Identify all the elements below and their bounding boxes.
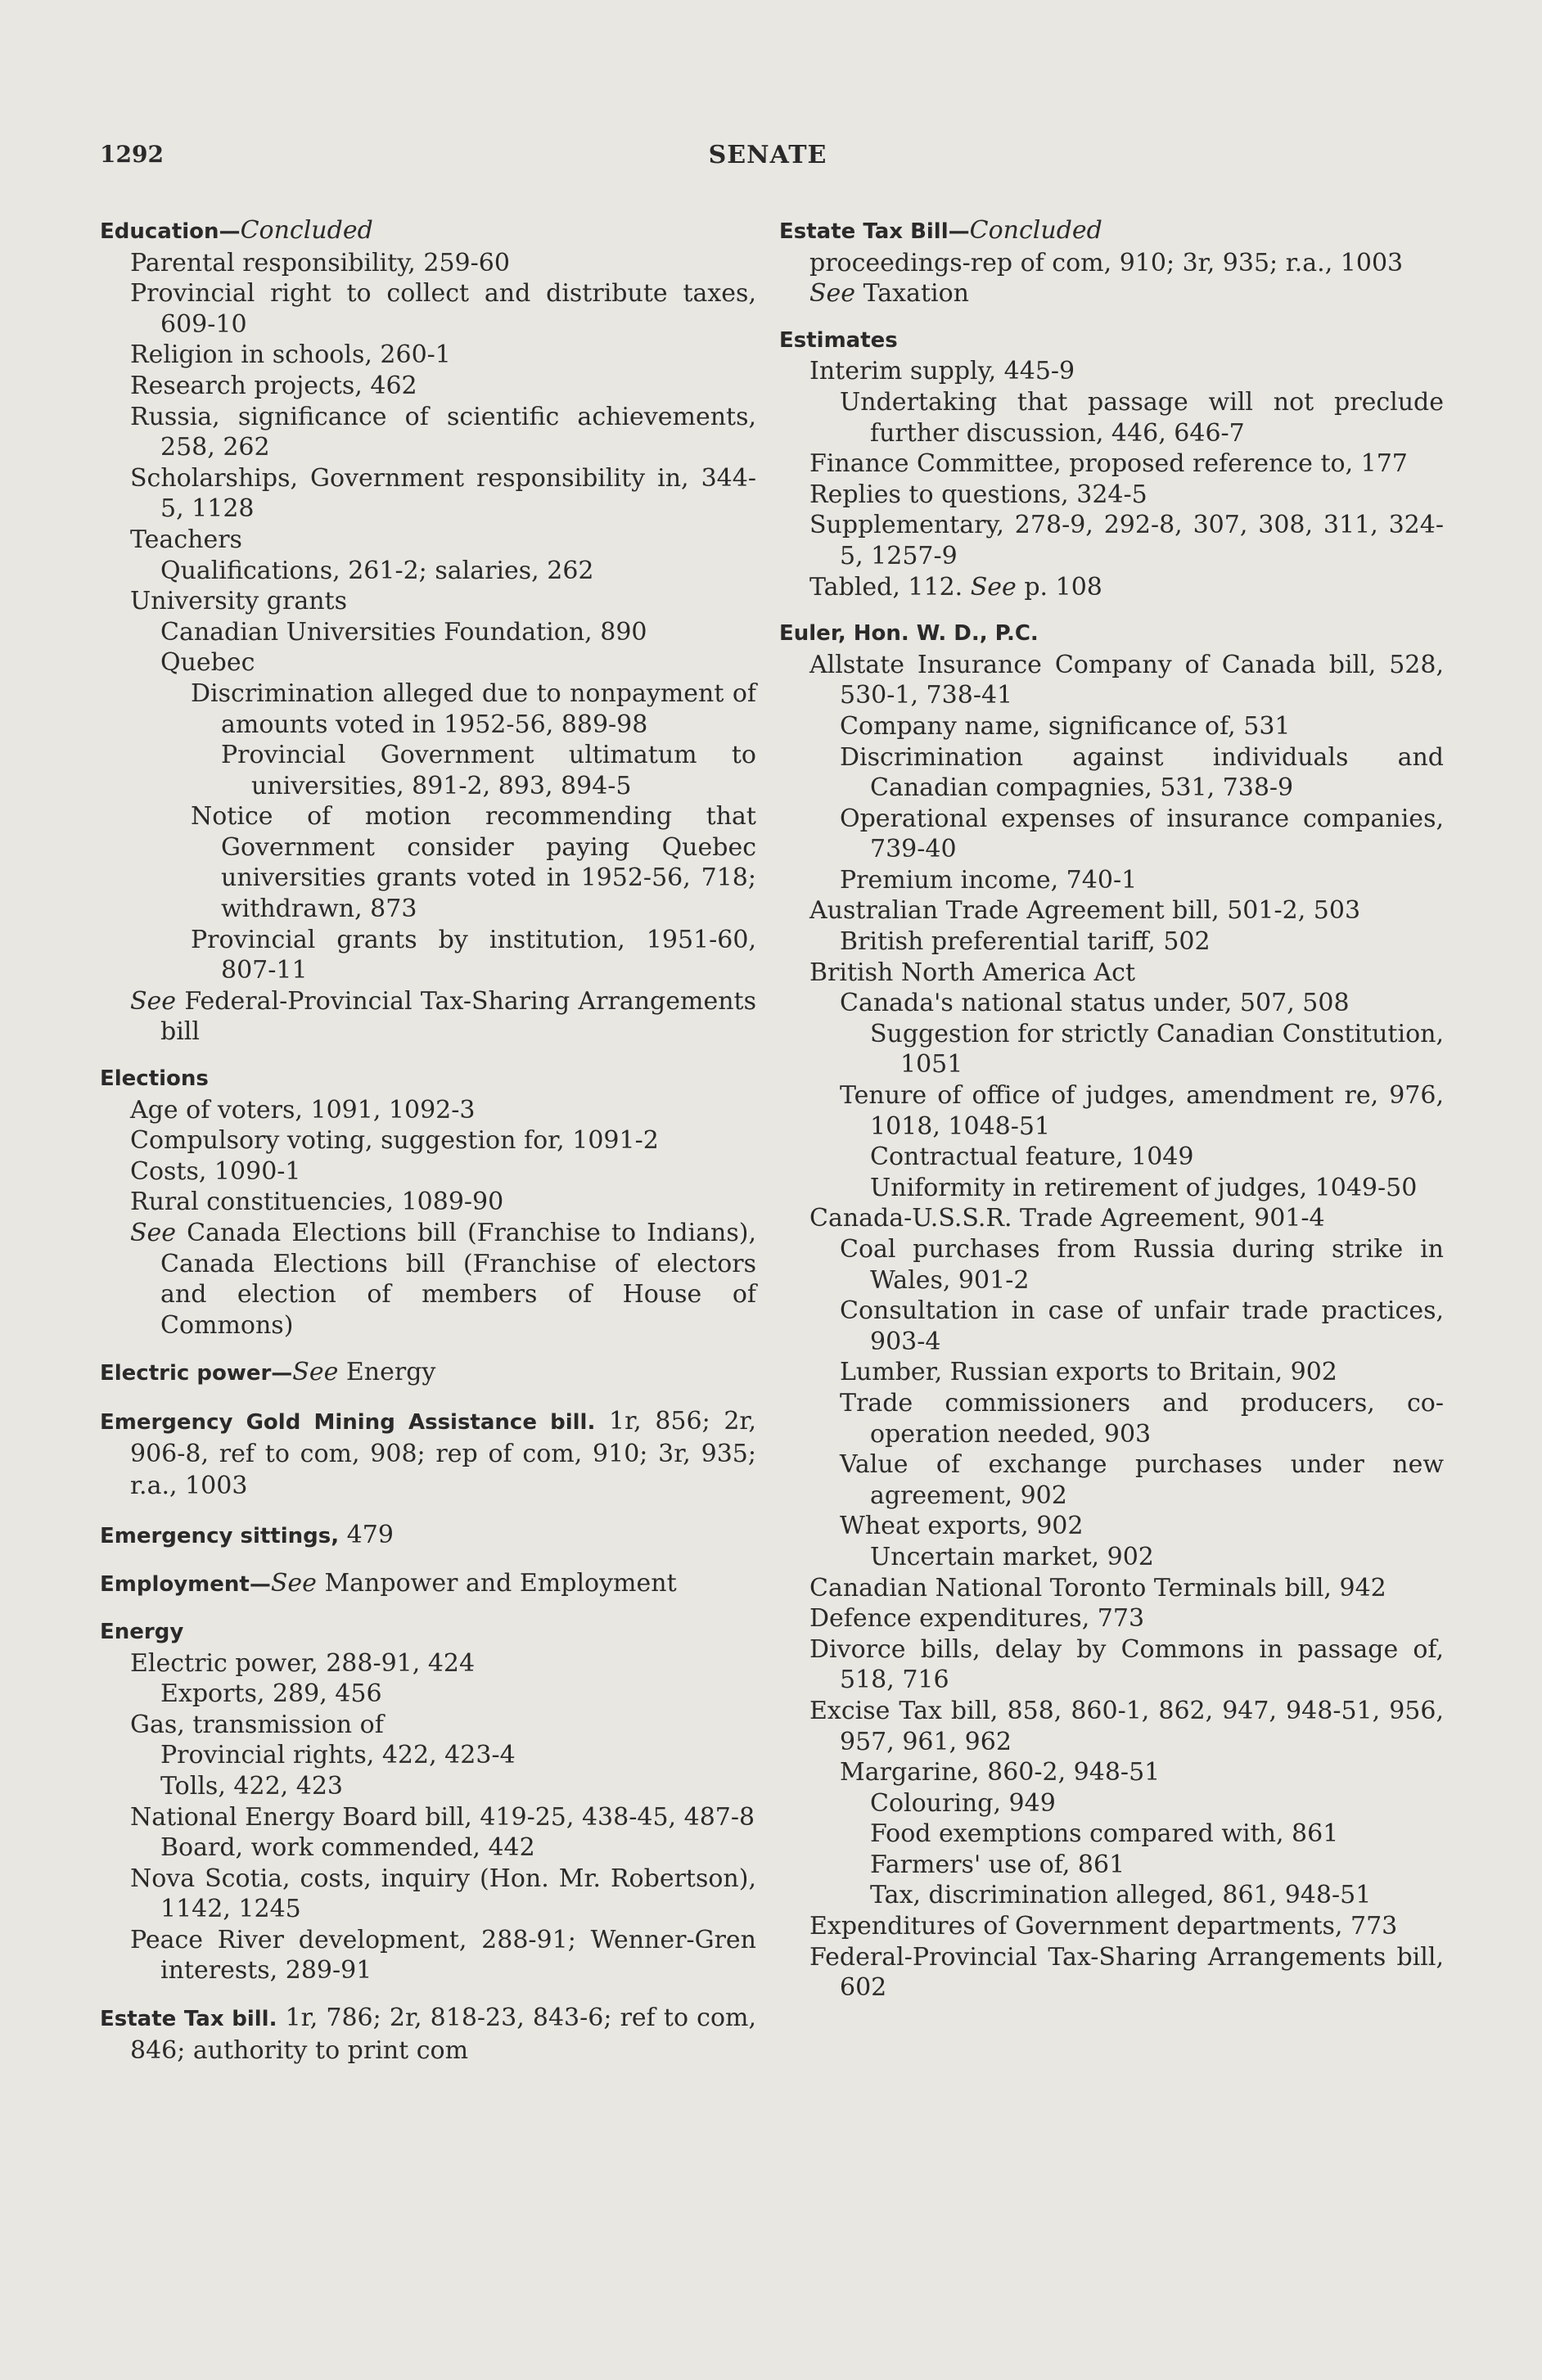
index-heading bbox=[100, 1064, 756, 1095]
subentry-text: Rural constituencies, 1089-90 bbox=[130, 1188, 504, 1217]
subentry-text: Russia, significance of scientific achievements, 258, 262 bbox=[130, 402, 756, 462]
subentry-text: National Energy Board bill, 419-25, 438-45, 487-8 bbox=[130, 1802, 755, 1832]
subentry-text: Compulsory voting, suggestion for, 1091-2 bbox=[130, 1126, 659, 1156]
index-column-right bbox=[779, 215, 1444, 2004]
index-subentry bbox=[100, 1125, 756, 1156]
subentry-text: Coal purchases from Russia during strike in Wales, 901-2 bbox=[840, 1235, 1444, 1295]
index-subentry bbox=[779, 1449, 1444, 1511]
subentry-text: Gas, transmission of bbox=[130, 1710, 384, 1739]
index-subentry bbox=[100, 678, 756, 740]
subentry-text: Taxation bbox=[855, 279, 970, 309]
subentry-text: Costs, 1090-1 bbox=[130, 1156, 301, 1186]
index-subentry bbox=[100, 1710, 756, 1741]
subentry-text: Tax, discrimination alleged, 861, 948-51 bbox=[870, 1881, 1372, 1910]
index-subentry bbox=[779, 1942, 1444, 2004]
index-subentry bbox=[779, 650, 1444, 711]
see-reference-marker: See bbox=[130, 1219, 177, 1247]
page-number: 1292 bbox=[100, 141, 164, 168]
index-subentry bbox=[100, 463, 756, 525]
index-subentry bbox=[779, 1757, 1444, 1788]
index-subentry bbox=[779, 895, 1444, 926]
index-subentry bbox=[779, 958, 1444, 989]
index-subentry bbox=[100, 1187, 756, 1218]
index-subentry bbox=[100, 556, 756, 587]
subentry-text: Canada-U.S.S.R. Trade Agreement, 901-4 bbox=[809, 1204, 1325, 1233]
subentry-text: Margarine, 860-2, 948-51 bbox=[840, 1758, 1161, 1787]
index-subentry bbox=[100, 402, 756, 463]
index-subentry bbox=[100, 1156, 756, 1188]
heading-text: Electric power— bbox=[100, 1361, 293, 1386]
subentry-text: Food exemptions compared with, 861 bbox=[870, 1819, 1339, 1849]
subentry-text: Expenditures of Government departments, 773 bbox=[809, 1912, 1398, 1941]
subentry-text: Company name, significance of, 531 bbox=[840, 711, 1291, 741]
index-subentry bbox=[779, 1603, 1444, 1634]
index-heading bbox=[100, 1357, 756, 1390]
index-subentry bbox=[779, 711, 1444, 742]
heading-text: Emergency sittings, bbox=[100, 1523, 340, 1548]
index-subentry bbox=[100, 740, 756, 801]
heading-text: Emergency Gold Mining Assistance bill. bbox=[100, 1409, 596, 1435]
subentry-text: Federal-Provincial Tax-Sharing Arrangements bill, 602 bbox=[809, 1942, 1444, 2003]
heading-references: 479 bbox=[339, 1520, 394, 1549]
index-subentry bbox=[779, 988, 1444, 1019]
index-subentry bbox=[779, 1173, 1444, 1204]
index-subentry bbox=[100, 925, 756, 986]
subentry-text: Peace River development, 288-91; Wenner-Gren interests, 289-91 bbox=[130, 1925, 756, 1986]
index-subentry bbox=[779, 1080, 1444, 1142]
index-subentry bbox=[100, 617, 756, 648]
index-subentry bbox=[100, 801, 756, 924]
heading-text: Education— bbox=[100, 219, 241, 244]
index-subentry bbox=[779, 804, 1444, 865]
index-subentry bbox=[779, 572, 1444, 603]
heading-references: 1r, 786; 2r, 818-23, 843-6; ref to com, 846; authority to print com bbox=[130, 2004, 756, 2065]
subentry-text: Operational expenses of insurance companies, 739-40 bbox=[840, 804, 1444, 864]
subentry-text: Divorce bills, delay by Commons in passage of, 518, 716 bbox=[809, 1634, 1444, 1695]
heading-text: Estate Tax Bill— bbox=[779, 219, 970, 244]
subentry-text: Tolls, 422, 423 bbox=[160, 1771, 343, 1801]
subentry-text: Farmers' use of, 861 bbox=[870, 1850, 1125, 1879]
index-subentry bbox=[779, 1911, 1444, 1942]
index-subentry bbox=[100, 586, 756, 617]
see-reference-marker: See bbox=[970, 572, 1017, 602]
index-subentry bbox=[100, 986, 756, 1048]
index-subentry bbox=[100, 340, 756, 371]
index-subentry bbox=[779, 1880, 1444, 1911]
index-subentry bbox=[779, 248, 1444, 279]
subentry-text: Provincial grants by institution, 1951-60, 807-11 bbox=[191, 925, 756, 985]
subentry-text: Tenure of office of judges, amendment re, 976, 1018, 1048-51 bbox=[840, 1081, 1444, 1141]
subentry-text: Replies to questions, 324-5 bbox=[809, 480, 1147, 509]
subentry-text: Premium income, 740-1 bbox=[840, 865, 1138, 895]
index-subentry bbox=[779, 1234, 1444, 1296]
index-subentry bbox=[779, 1357, 1444, 1388]
index-subentry bbox=[100, 1771, 756, 1802]
heading-qualifier: Concluded bbox=[240, 216, 373, 245]
index-subentry bbox=[100, 1095, 756, 1126]
index-subentry bbox=[779, 865, 1444, 896]
index-subentry bbox=[779, 1203, 1444, 1234]
subentry-text: Supplementary, 278-9, 292-8, 307, 308, 311, 324-5, 1257-9 bbox=[809, 511, 1444, 570]
subentry-text: Undertaking that passage will not preclude further discussion, 446, 646-7 bbox=[840, 387, 1444, 448]
index-subentry bbox=[100, 278, 756, 340]
subentry-text: Trade commissioners and producers, co-operation needed, 903 bbox=[840, 1388, 1444, 1449]
subentry-text: Uniformity in retirement of judges, 1049-50 bbox=[870, 1173, 1418, 1202]
index-column-left bbox=[100, 215, 756, 2067]
page-header bbox=[97, 141, 1439, 182]
heading-text: Euler, Hon. W. D., P.C. bbox=[779, 621, 1039, 647]
index-subentry bbox=[779, 1019, 1444, 1080]
index-heading bbox=[100, 1568, 756, 1601]
subentry-text: Discrimination alleged due to nonpayment of amounts voted in 1952-56, 889-98 bbox=[191, 678, 756, 739]
index-subentry bbox=[779, 278, 1444, 309]
index-subentry bbox=[100, 647, 756, 678]
heading-text: Estate Tax bill. bbox=[100, 2007, 277, 2032]
subentry-text: British preferential tariff, 502 bbox=[840, 927, 1211, 957]
index-subentry bbox=[779, 1142, 1444, 1173]
index-heading bbox=[100, 1520, 756, 1553]
subentry-text: Australian Trade Agreement bill, 501-2, 503 bbox=[809, 896, 1361, 926]
index-subentry bbox=[779, 449, 1444, 480]
subentry-text: Defence expenditures, 773 bbox=[809, 1604, 1145, 1634]
subentry-text: British North America Act bbox=[809, 958, 1135, 987]
subentry-text: proceedings-rep of com, 910; 3r, 935; r.a., 1003 bbox=[809, 248, 1404, 277]
heading-text: Elections bbox=[100, 1066, 209, 1092]
subentry-text: Scholarships, Government responsibility in, 344-5, 1128 bbox=[130, 463, 756, 524]
subentry-text: Suggestion for strictly Canadian Constitution, 1051 bbox=[870, 1019, 1444, 1080]
heading-text: Employment— bbox=[100, 1572, 271, 1598]
subentry-text: Tabled, 112. bbox=[809, 572, 971, 602]
subentry-text: Notice of motion recommending that Government consider paying Quebec universities grants voted in 1952-56, 718; withdrawn, 873 bbox=[191, 802, 756, 924]
heading-references: 1r, 856; 2r, 906-8, ref to com, 908; rep of com, 910; 3r, 935; r.a., 1003 bbox=[130, 1406, 757, 1501]
subentry-text: Canada Elections bill (Franchise to Indians), Canada Elections bill (Franchise of electors and election of members of House of Commons) bbox=[160, 1219, 756, 1340]
running-title: SENATE bbox=[708, 141, 827, 169]
index-subentry bbox=[100, 1648, 756, 1679]
index-subentry bbox=[779, 1573, 1444, 1604]
heading-text: Energy bbox=[100, 1619, 184, 1644]
index-subentry bbox=[779, 1388, 1444, 1449]
index-subentry bbox=[779, 1850, 1444, 1881]
index-subentry bbox=[779, 1296, 1444, 1357]
index-subentry bbox=[779, 510, 1444, 571]
subentry-text: Canadian Universities Foundation, 890 bbox=[160, 617, 647, 647]
subentry-text: University grants bbox=[130, 587, 347, 616]
heading-qualifier: See bbox=[270, 1569, 317, 1598]
index-subentry bbox=[100, 1832, 756, 1864]
index-heading bbox=[779, 215, 1444, 248]
heading-references: Manpower and Employment bbox=[316, 1569, 677, 1598]
index-subentry bbox=[779, 356, 1444, 387]
subentry-text: Provincial right to collect and distribute taxes, 609-10 bbox=[130, 279, 756, 339]
index-heading bbox=[100, 1617, 756, 1648]
index-subentry bbox=[779, 1634, 1444, 1696]
subentry-text: Provincial Government ultimatum to universities, 891-2, 893, 894-5 bbox=[221, 741, 756, 800]
subentry-text: Canada's national status under, 507, 508 bbox=[840, 989, 1350, 1018]
index-subentry bbox=[100, 1802, 756, 1833]
subentry-text: Qualifications, 261-2; salaries, 262 bbox=[160, 556, 594, 585]
subentry-text: Finance Committee, proposed reference to, 177 bbox=[809, 449, 1408, 479]
subentry-text: p. 108 bbox=[1016, 572, 1102, 602]
subentry-text: Electric power, 288-91, 424 bbox=[130, 1648, 476, 1678]
subentry-text: Canadian National Toronto Terminals bill, 942 bbox=[809, 1573, 1386, 1602]
index-subentry bbox=[100, 1218, 756, 1341]
subentry-text: Quebec bbox=[160, 648, 255, 678]
subentry-text: Exports, 289, 456 bbox=[160, 1679, 382, 1709]
index-heading bbox=[100, 215, 756, 248]
index-subentry bbox=[100, 1925, 756, 1986]
index-subentry bbox=[779, 742, 1444, 804]
subentry-text: Consultation in case of unfair trade practices, 903-4 bbox=[840, 1296, 1444, 1356]
subentry-text: Provincial rights, 422, 423-4 bbox=[160, 1741, 516, 1770]
index-subentry bbox=[779, 926, 1444, 958]
subentry-text: Age of voters, 1091, 1092-3 bbox=[130, 1095, 476, 1125]
index-heading bbox=[779, 326, 1444, 357]
index-subentry bbox=[779, 480, 1444, 511]
index-heading bbox=[100, 1406, 756, 1503]
subentry-text: Value of exchange purchases under new agreement, 902 bbox=[840, 1450, 1444, 1510]
index-subentry bbox=[779, 1696, 1444, 1757]
index-subentry bbox=[779, 1542, 1444, 1573]
subentry-text: Nova Scotia, costs, inquiry (Hon. Mr. Robertson), 1142, 1245 bbox=[130, 1864, 756, 1924]
subentry-text: Discrimination against individuals and Canadian compagnies, 531, 738-9 bbox=[840, 742, 1444, 803]
subentry-text: Parental responsibility, 259-60 bbox=[130, 248, 510, 277]
heading-references: Energy bbox=[338, 1358, 436, 1387]
subentry-text: Research projects, 462 bbox=[130, 371, 417, 400]
subentry-text: Contractual feature, 1049 bbox=[870, 1143, 1194, 1172]
index-subentry bbox=[779, 1788, 1444, 1819]
index-heading bbox=[779, 619, 1444, 650]
index-subentry bbox=[779, 1819, 1444, 1850]
index-subentry bbox=[100, 1740, 756, 1771]
subentry-text: Allstate Insurance Company of Canada bill, 528, 530-1, 738-41 bbox=[809, 650, 1444, 710]
subentry-text: Lumber, Russian exports to Britain, 902 bbox=[840, 1358, 1337, 1387]
subentry-text: Board, work commended, 442 bbox=[160, 1833, 535, 1863]
subentry-text: Colouring, 949 bbox=[870, 1788, 1056, 1818]
subentry-text: Interim supply, 445-9 bbox=[809, 357, 1075, 386]
heading-text: Estimates bbox=[779, 327, 898, 353]
subentry-text: Wheat exports, 902 bbox=[840, 1512, 1084, 1541]
heading-qualifier: Concluded bbox=[969, 216, 1102, 245]
index-subentry bbox=[779, 1511, 1444, 1542]
index-subentry bbox=[779, 387, 1444, 449]
subentry-text: Uncertain market, 902 bbox=[870, 1542, 1154, 1571]
index-subentry bbox=[100, 525, 756, 556]
subentry-text: Teachers bbox=[130, 525, 242, 554]
see-reference-marker: See bbox=[130, 986, 177, 1016]
subentry-text: Religion in schools, 260-1 bbox=[130, 340, 451, 370]
subentry-text: Excise Tax bill, 858, 860-1, 862, 947, 948-51, 956, 957, 961, 962 bbox=[809, 1696, 1444, 1756]
subentry-text: Federal-Provincial Tax-Sharing Arrangements bill bbox=[160, 986, 756, 1047]
index-subentry bbox=[100, 248, 756, 279]
index-subentry bbox=[100, 371, 756, 402]
heading-qualifier: See bbox=[292, 1358, 339, 1387]
see-reference-marker: See bbox=[809, 279, 856, 309]
index-heading bbox=[100, 2003, 756, 2067]
index-subentry bbox=[100, 1679, 756, 1710]
index-subentry bbox=[100, 1864, 756, 1925]
